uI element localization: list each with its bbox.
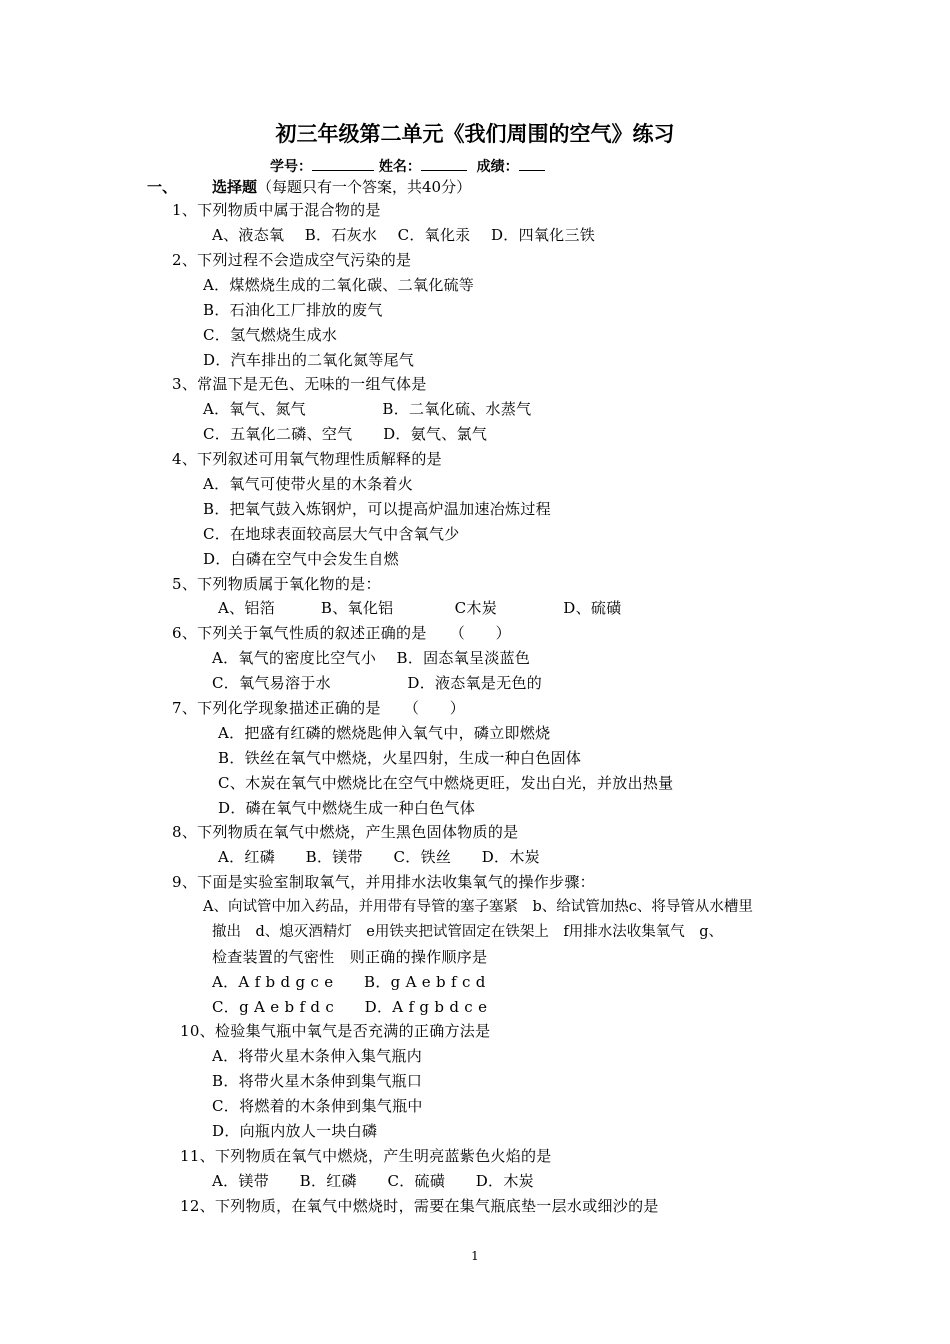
option-line: B．将带火星木条伸到集气瓶口 <box>212 1072 423 1090</box>
question-line: 3、常温下是无色、无味的一组气体是 <box>172 375 427 393</box>
section-note: （每题只有一个答案，共40分） <box>257 178 472 196</box>
option-line: A．将带火星木条伸入集气瓶内 <box>212 1047 423 1065</box>
question-line: 2、下列过程不会造成空气污染的是 <box>172 251 412 269</box>
option-line: C．g A e b f d c D．A f g b d c e <box>212 998 488 1016</box>
question-line: 4、下列叙述可用氧气物理性质解释的是 <box>172 450 442 468</box>
question-line: 9、下面是实验室制取氧气，并用排水法收集氧气的操作步骤： <box>172 873 595 891</box>
option-line: A．红磷 B．镁带 C．铁丝 D．木炭 <box>218 848 540 866</box>
option-line: C、木炭在氧气中燃烧比在空气中燃烧更旺，发出白光，并放出热量 <box>218 774 674 792</box>
question-line: 7、下列化学现象描述正确的是 （ ） <box>172 699 466 717</box>
option-line: B．把氧气鼓入炼钢炉，可以提高炉温加速冶炼过程 <box>203 500 551 518</box>
question-line: 12、下列物质，在氧气中燃烧时，需要在集气瓶底垫一层水或细沙的是 <box>180 1197 659 1215</box>
option-line: C．将燃着的木条伸到集气瓶中 <box>212 1097 423 1115</box>
option-line: A．A f b d g c e B．g A e b f c d <box>212 973 486 991</box>
question-line: 5、下列物质属于氧化物的是： <box>172 575 381 593</box>
option-line: A．镁带 B．红磷 C．硫磺 D．木炭 <box>212 1172 534 1190</box>
section-title: 选择题 <box>212 178 258 196</box>
student-id-label: 学号： <box>270 159 312 175</box>
option-line: C．氢气燃烧生成水 <box>203 326 338 344</box>
option-line: B．铁丝在氧气中燃烧，火星四射，生成一种白色固体 <box>218 749 582 767</box>
option-line: 撤出 d、熄灭酒精灯 e用铁夹把试管固定在铁架上 f用排水法收集氧气 g、 <box>212 924 724 940</box>
section-heading <box>212 180 471 195</box>
score-blank <box>519 156 545 171</box>
question-line: 8、下列物质在氧气中燃烧，产生黑色固体物质的是 <box>172 823 519 841</box>
score-label: 成绩： <box>476 159 519 175</box>
option-line: B．石油化工厂排放的废气 <box>203 301 383 319</box>
question-line: 1、下列物质中属于混合物的是 <box>172 201 381 219</box>
option-line: D．白磷在空气中会发生自燃 <box>203 550 399 568</box>
section-number: 一、 <box>147 178 178 196</box>
option-line: C．氧气易溶于水 D．液态氧是无色的 <box>212 674 543 692</box>
option-line: D．向瓶内放人一块白磷 <box>212 1122 378 1140</box>
page-number: 1 <box>471 1249 479 1263</box>
option-line: A．氧气、氮气 B．二氧化硫、水蒸气 <box>203 400 532 418</box>
name-label: 姓名： <box>378 159 421 175</box>
option-line: D．汽车排出的二氧化氮等尾气 <box>203 351 415 369</box>
question-line: 6、下列关于氧气性质的叙述正确的是 （ ） <box>172 624 511 642</box>
option-line: C．在地球表面较高层大气中含氧气少 <box>203 525 460 543</box>
student-info-line <box>270 156 545 174</box>
question-line: 11、下列物质在氧气中燃烧，产生明亮蓝紫色火焰的是 <box>180 1147 552 1165</box>
option-line: D．磷在氧气中燃烧生成一种白色气体 <box>218 799 476 817</box>
option-line: A．氧气的密度比空气小 B．固态氧呈淡蓝色 <box>212 649 531 667</box>
option-line: A．煤燃烧生成的二氧化碳、二氧化硫等 <box>203 276 475 294</box>
student-id-blank <box>312 156 374 171</box>
option-line: A、向试管中加入药品，并用带有导管的塞子塞紧 b、给试管加热c、将导管从水槽里 <box>203 899 753 915</box>
option-line: 检查装置的气密性 则正确的操作顺序是 <box>212 948 488 966</box>
question-line: 10、检验集气瓶中氧气是否充满的正确方法是 <box>180 1022 491 1040</box>
option-line: A、液态氧 B．石灰水 C．氧化汞 D．四氧化三铁 <box>212 226 596 244</box>
document-title: 初三年级第二单元《我们周围的空气》练习 <box>275 122 675 146</box>
option-line: A、铝箔 B、氧化铝 C木炭 D、硫磺 <box>218 599 622 617</box>
option-line: A．把盛有红磷的燃烧匙伸入氧气中，磷立即燃烧 <box>218 724 551 742</box>
option-line: C．五氧化二磷、空气 D．氨气、氯气 <box>203 425 488 443</box>
option-line: A．氧气可使带火星的木条着火 <box>203 475 414 493</box>
name-blank <box>421 156 467 171</box>
